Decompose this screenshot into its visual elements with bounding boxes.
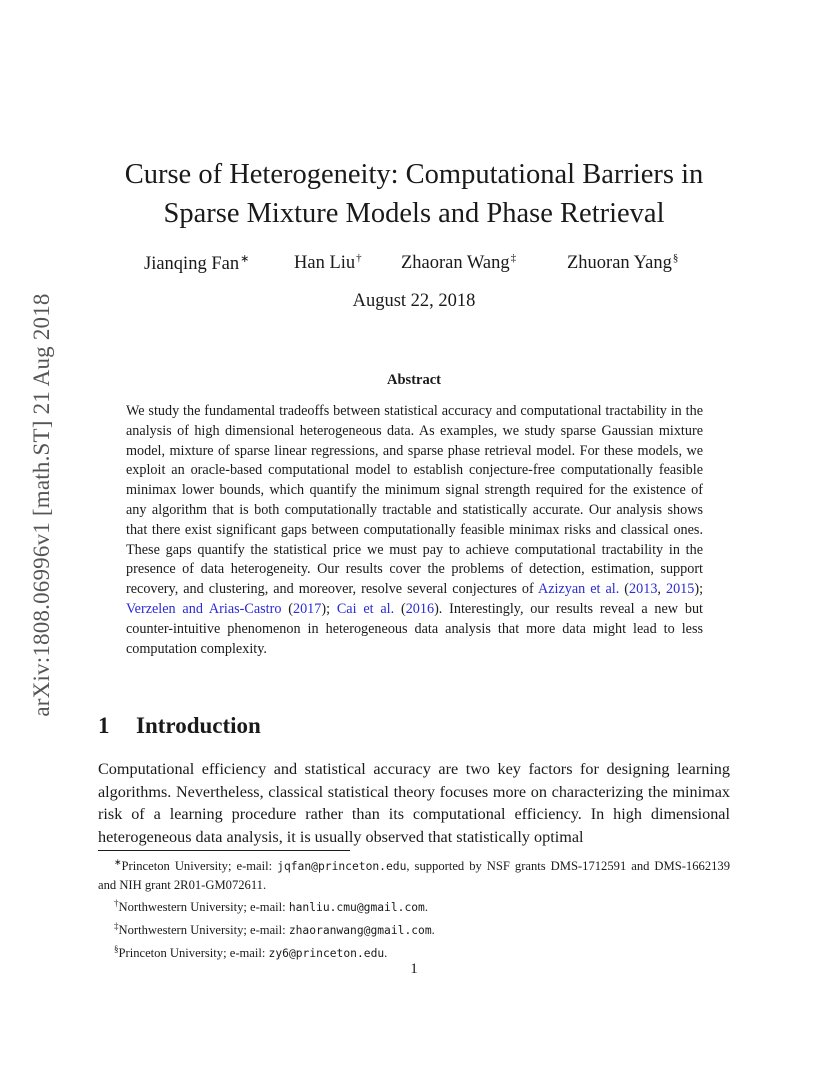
arxiv-identifier: arXiv:1808.06996v1 [math.ST] 21 Aug 2018 bbox=[29, 293, 54, 717]
footnote-yang: §Princeton University; e-mail: zy6@princeton.edu. bbox=[114, 944, 388, 960]
email-liu: hanliu.cmu@gmail.com bbox=[288, 901, 425, 914]
introduction-body: Computational efficiency and statistical accuracy are two key factors for designing learning algorithms. Nevertheless, classical statistical theory focuses more on characterizing the minimax risk of a learning procedure rather than its computational efficiency. In high dimensional heterogeneous data analysis, it is usually observed that statistically optimal bbox=[98, 760, 730, 846]
author-list bbox=[100, 252, 728, 278]
email-wang: zhaoranwang@gmail.com bbox=[288, 924, 432, 937]
citation-verzelen-2017[interactable]: 2017 bbox=[292, 600, 322, 617]
email-fan: jqfan@princeton.edu bbox=[277, 860, 407, 873]
citation-cai-2016[interactable]: 2016 bbox=[405, 600, 435, 617]
author-fan: Jianqing Fan∗ bbox=[144, 253, 250, 274]
footnote-fan: ∗Princeton University; e-mail: jqfan@princeton.edu, supported by NSF grants DMS-1712591 and DMS-1662139 and NIH grant 2R01-GM072611. bbox=[98, 857, 731, 892]
section-heading-introduction: 1 Introduction bbox=[98, 713, 261, 738]
citation-azizyan-2013[interactable]: 2013 bbox=[629, 581, 658, 598]
citation-azizyan[interactable]: Azizyan et al. bbox=[537, 581, 620, 598]
citation-verzelen[interactable]: Verzelen and Arias-Castro bbox=[126, 600, 282, 617]
footnote-divider bbox=[98, 850, 350, 851]
author-liu: Han Liu† bbox=[294, 252, 362, 273]
citation-cai[interactable]: Cai et al. bbox=[336, 600, 395, 617]
publication-date: August 22, 2018 bbox=[352, 291, 476, 311]
title-line-2: Sparse Mixture Models and Phase Retrieval bbox=[163, 198, 665, 229]
title-line-1: Curse of Heterogeneity: Computational Barriers in bbox=[124, 159, 704, 190]
footnotes bbox=[98, 853, 730, 963]
citation-azizyan-2015[interactable]: 2015 bbox=[665, 581, 695, 598]
author-yang: Zhuoran Yang§ bbox=[567, 252, 679, 273]
paper-title bbox=[100, 155, 728, 233]
abstract-body: We study the fundamental tradeoffs between statistical accuracy and computational tractability in the analysis of high dimensional heterogeneous data. As examples, we study sparse Gaussian mixture model, mixture of sparse linear regressions, and sparse phase retrieval model. For these models, we exploit an oracle-based computational model to establish conjecture-free computationally feasible minimax lower bounds, which quantify the minimum signal strength required for the existence of any algorithm that is both computationally tractable and statistically accurate. Our analysis shows that there exist significant gaps between computationally feasible minimax risks and classical ones. These gaps quantify the statistical price we must pay to achieve computational tractability in the presence of data heterogeneity. Our results cover the problems of detection, estimation, support recovery, and clustering, and moreover, resolve several conjectures of Azizyan et al. (2013, 2015); Verzelen and Arias-Castro (2017); Cai et al. (2016). Interestingly, our results reveal a new but counter-intuitive phenomenon in heterogeneous data analysis that more data might lead to less computation complexity. bbox=[126, 403, 704, 657]
page-number: 1 bbox=[410, 961, 418, 977]
email-yang: zy6@princeton.edu bbox=[268, 947, 385, 960]
footnote-wang: ‡Northwestern University; e-mail: zhaoranwang@gmail.com. bbox=[114, 921, 435, 937]
author-wang: Zhaoran Wang‡ bbox=[401, 252, 517, 273]
footnote-liu: †Northwestern University; e-mail: hanliu.cmu@gmail.com. bbox=[114, 898, 429, 914]
abstract-heading: Abstract bbox=[387, 372, 441, 388]
